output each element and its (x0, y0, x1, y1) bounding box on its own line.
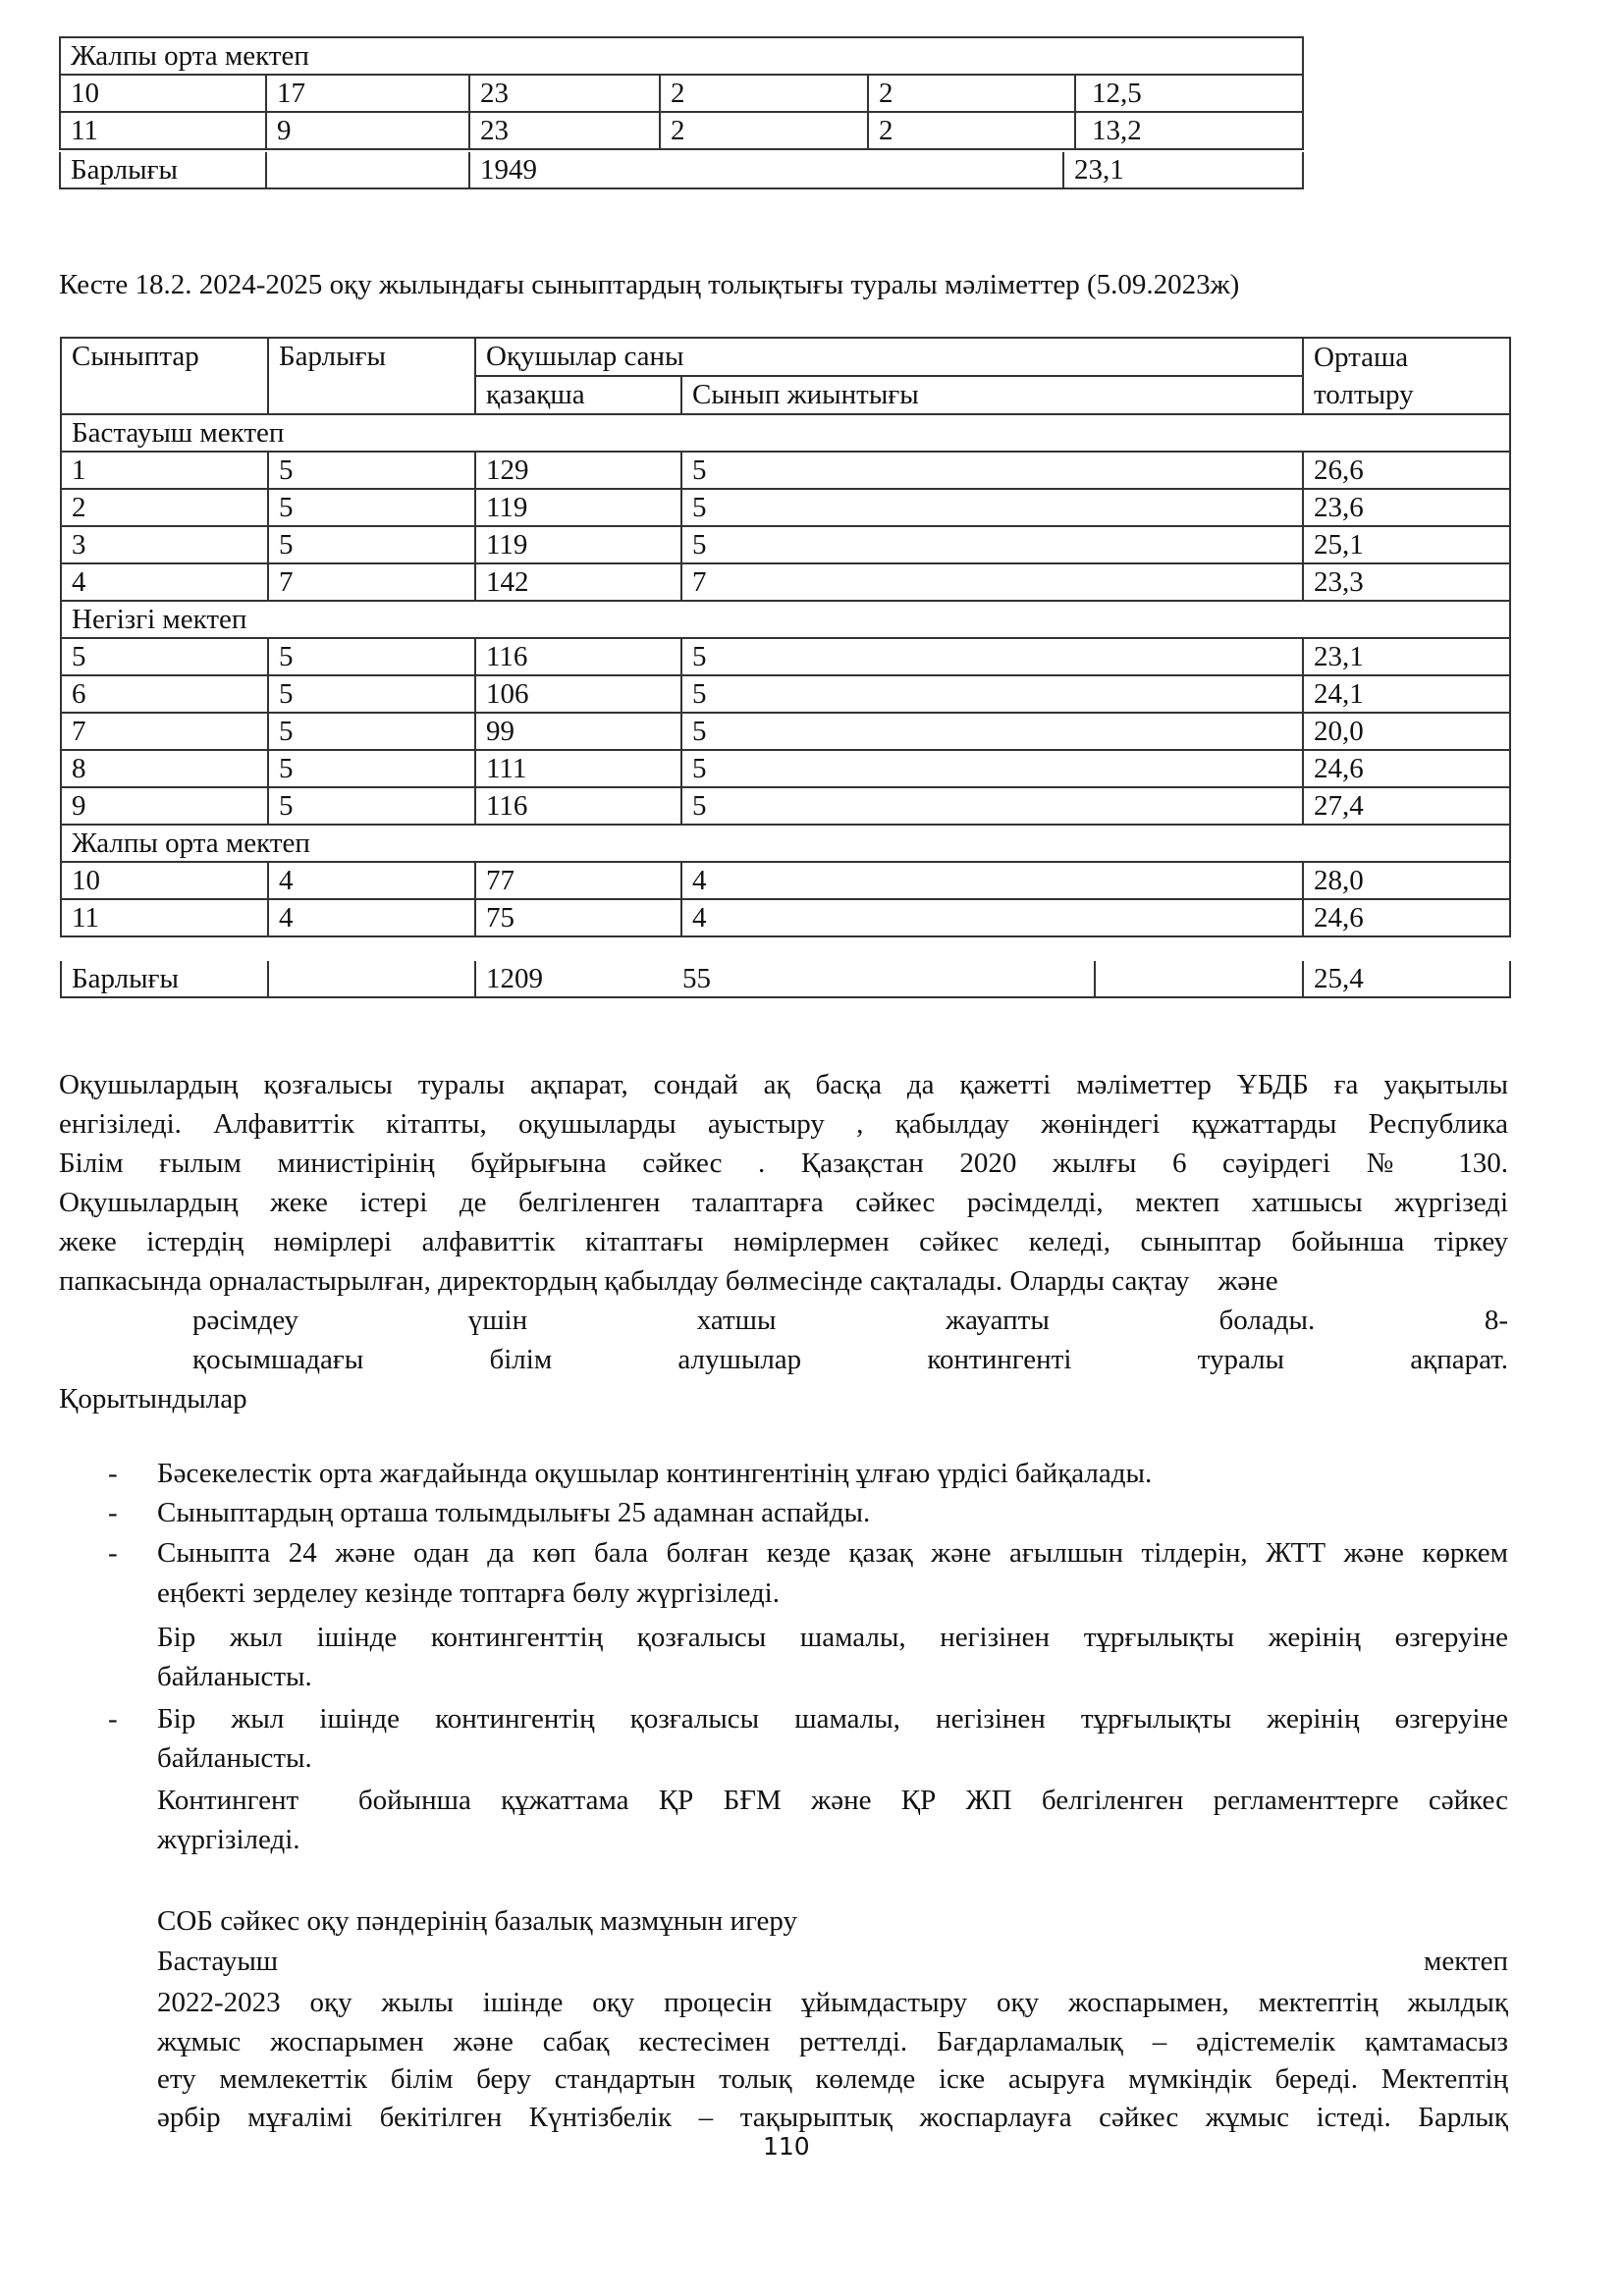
cell: 24,6 (1303, 750, 1510, 787)
list-item: Сыныпта 24 және одан да көп бала болған кезде қазақ және ағылшын тілдерін, ЖТТ және көркем (157, 1537, 1508, 1569)
table-caption: Кесте 18.2. 2024-2025 оқу жылындағы сыныптардың толықтығы туралы мәліметтер (5.09.2023ж) (59, 269, 1240, 300)
cell: 5 (681, 713, 1303, 750)
cell: 23,1 (1303, 638, 1510, 675)
cell: 10 (61, 862, 268, 899)
header-kazakh: қазақша (475, 376, 681, 414)
header-avg-fill (1303, 338, 1510, 414)
cell: 5 (268, 526, 475, 563)
list-item: Бәсекелестік орта жағдайында оқушылар контингентінің ұлғаю үрдісі байқалады. (157, 1458, 1153, 1489)
section-row (61, 601, 1510, 638)
cell: 26,6 (1303, 452, 1510, 489)
cell: 12,5 (1075, 75, 1303, 112)
cell: 5 (268, 713, 475, 750)
total-students: 1209 (486, 963, 543, 994)
cell: 5 (681, 675, 1303, 713)
cell: 106 (475, 675, 681, 713)
cell: 17 (266, 75, 469, 112)
cell: 11 (60, 112, 266, 149)
cell: 77 (475, 862, 681, 899)
list-item-continuation: Бір жыл ішінде контингенттің қозғалысы шамалы, негізінен тұрғылықты жерінің өзгеруіне (157, 1622, 1508, 1653)
cell (268, 961, 475, 997)
total-row (60, 152, 1303, 188)
cell: 2 (868, 75, 1075, 112)
cell: 111 (475, 750, 681, 787)
paragraph-line: Білім ғылым министірінің бұйрығына сәйкес . Қазақстан 2020 жылғы 6 сәуірдегі № 130. (59, 1148, 1508, 1179)
total-label: Барлығы (60, 152, 266, 188)
table-row (61, 563, 1510, 601)
paragraph-line: папкасында орналастырылған, директордың қабылдау бөлмесінде сақталады. Оларды сақтау және (59, 1265, 1278, 1297)
table-row (61, 787, 1510, 825)
total-avg-fill: 23,1 (1063, 152, 1303, 188)
table-row (61, 713, 1510, 750)
cell: 11 (61, 899, 268, 936)
list-item: Сыныптардың орташа толымдылығы 25 адамнан аспайды. (157, 1497, 871, 1528)
cell: 5 (681, 452, 1303, 489)
cell: 142 (475, 563, 681, 601)
table-row (60, 112, 1303, 149)
cell: 6 (61, 675, 268, 713)
cell: 5 (681, 526, 1303, 563)
cell: 25,1 (1303, 526, 1510, 563)
cell: 7 (61, 713, 268, 750)
header-class-sets: Сынып жиынтығы (681, 376, 1303, 414)
table-row (61, 675, 1510, 713)
cell: 4 (61, 563, 268, 601)
cell: 4 (268, 899, 475, 936)
cell: 75 (475, 899, 681, 936)
page-number: 110 (763, 2132, 810, 2161)
section-title-basic: Негізгі мектеп (61, 601, 1510, 638)
subsection-label-left: Бастауыш (157, 1946, 279, 1977)
list-item-continuation: еңбекті зерделеу кезінде топтарға бөлу жүргізіледі. (157, 1577, 780, 1609)
table-row (61, 638, 1510, 675)
header-students-count: Оқушылар саны (475, 338, 1303, 376)
cell: 2 (61, 489, 268, 526)
paragraph-line: Оқушылардың қозғалысы туралы ақпарат, сондай ақ басқа да қажетті мәліметтер ҰБДБ ға уақытылы (59, 1069, 1508, 1100)
cell (266, 152, 469, 188)
section-heading: СОБ сәйкес оқу пәндерінің базалық мазмұнын игеру (157, 1905, 798, 1937)
subsection-label-right: мектеп (1424, 1946, 1508, 1977)
total-avg-fill: 25,4 (1303, 961, 1510, 997)
previous-year-total-row (59, 152, 1304, 189)
cell: 5 (681, 638, 1303, 675)
cell: 27,4 (1303, 787, 1510, 825)
table-row (60, 75, 1303, 112)
list-item-continuation: байланысты. (157, 1661, 312, 1692)
section-title-primary: Бастауыш мектеп (61, 414, 1510, 452)
table-row (61, 489, 1510, 526)
previous-year-table (59, 36, 1304, 150)
paragraph-line: 2022-2023 оқу жылы ішінде оқу процесін ұйымдастыру оқу жоспарымен, мектептің жылдық (157, 1987, 1508, 2018)
cell: 119 (475, 526, 681, 563)
header-classes: Сыныптар (61, 338, 268, 414)
table-row (61, 750, 1510, 787)
cell: 23 (469, 75, 660, 112)
class-fill-table (60, 337, 1511, 937)
cell: 23,3 (1303, 563, 1510, 601)
cell: 9 (61, 787, 268, 825)
cell: 4 (681, 899, 1303, 936)
cell: 5 (681, 750, 1303, 787)
cell: 4 (268, 862, 475, 899)
cell: 116 (475, 638, 681, 675)
cell: 28,0 (1303, 862, 1510, 899)
cell: 7 (681, 563, 1303, 601)
cell: 5 (61, 638, 268, 675)
paragraph-line: жеке істердің нөмірлері алфавиттік кітаптағы нөмірлермен сәйкес келеді, сыныптар бойынша тіркеу (59, 1226, 1508, 1257)
cell: 24,6 (1303, 899, 1510, 936)
conclusions-heading: Қорытындылар (59, 1383, 247, 1415)
cell: 24,1 (1303, 675, 1510, 713)
class-fill-total-row (60, 961, 1511, 998)
header-row (61, 338, 1510, 376)
paragraph-line: Оқушылардың жеке істері де белгіленген талаптарға сәйкес рәсімделді, мектеп хатшысы жүргізеді (59, 1187, 1508, 1218)
header-avg-fill-line1: Орташа (1314, 342, 1409, 373)
header-avg-fill-line2: толтыру (1314, 379, 1414, 410)
cell: 116 (475, 787, 681, 825)
total-row (61, 961, 1510, 997)
cell: 13,2 (1075, 112, 1303, 149)
paragraph-line: қосымшадағы білім алушылар контингенті туралы ақпарат. (192, 1344, 1508, 1375)
cell: 99 (475, 713, 681, 750)
cell: 23,6 (1303, 489, 1510, 526)
total-students-cell (475, 961, 1095, 997)
cell: 7 (268, 563, 475, 601)
cell: 2 (660, 112, 868, 149)
cell: 2 (868, 112, 1075, 149)
paragraph-line: ету мемлекеттік білім беру стандартын толық көлемде іске асыруға мүмкіндік береді. Мектептің (157, 2063, 1508, 2095)
cell: 5 (268, 489, 475, 526)
cell: 5 (681, 787, 1303, 825)
cell: 4 (681, 862, 1303, 899)
table-row (61, 526, 1510, 563)
total-students: 1949 (469, 152, 1063, 188)
cell: 5 (268, 787, 475, 825)
cell: 119 (475, 489, 681, 526)
section-title-secondary: Жалпы орта мектеп (61, 825, 1510, 862)
cell: 5 (268, 750, 475, 787)
cell: 5 (268, 675, 475, 713)
list-item-continuation: байланысты. (157, 1742, 312, 1774)
cell: 5 (268, 638, 475, 675)
bullet-dash: - (108, 1497, 118, 1528)
bullet-dash: - (108, 1537, 118, 1569)
paragraph-line: әрбір мұғалімі бекітілген Күнтізбелік – тақырыптық жоспарлауға сәйкес жұмыс істеді. Барлық (157, 2102, 1508, 2133)
section-title: Жалпы орта мектеп (60, 37, 1303, 75)
cell: 5 (681, 489, 1303, 526)
cell (1095, 961, 1303, 997)
total-label: Барлығы (61, 961, 268, 997)
section-row (60, 37, 1303, 75)
total-class-sets: 55 (682, 963, 711, 994)
cell: 10 (60, 75, 266, 112)
table-row (61, 452, 1510, 489)
cell: 2 (660, 75, 868, 112)
cell: 129 (475, 452, 681, 489)
table-row (61, 862, 1510, 899)
cell: 5 (268, 452, 475, 489)
paragraph-line: енгізіледі. Алфавиттік кітапты, оқушыларды ауыстыру , қабылдау жөніндегі құжаттарды Республика (59, 1108, 1508, 1140)
list-item-continuation: Контингент бойынша құжаттама ҚР БҒМ және ҚР ЖП белгіленген регламенттерге сәйкес (157, 1785, 1508, 1816)
section-row (61, 825, 1510, 862)
header-total: Барлығы (268, 338, 475, 414)
bullet-dash: - (108, 1458, 118, 1489)
cell: 23 (469, 112, 660, 149)
list-item-continuation: жүргізіледі. (157, 1824, 300, 1855)
cell: 9 (266, 112, 469, 149)
cell: 8 (61, 750, 268, 787)
paragraph-line: жұмыс жоспарымен және сабақ кестесімен реттелді. Бағдарламалық – әдістемелік қамтамасыз (157, 2026, 1508, 2057)
cell: 1 (61, 452, 268, 489)
cell: 3 (61, 526, 268, 563)
cell: 20,0 (1303, 713, 1510, 750)
list-item: Бір жыл ішінде контингентің қозғалысы шамалы, негізінен тұрғылықты жерінің өзгеруіне (157, 1703, 1508, 1735)
bullet-dash: - (108, 1703, 118, 1735)
table-row (61, 899, 1510, 936)
paragraph-line: рәсімдеу үшін хатшы жауапты болады. 8- (192, 1305, 1508, 1336)
section-row (61, 414, 1510, 452)
